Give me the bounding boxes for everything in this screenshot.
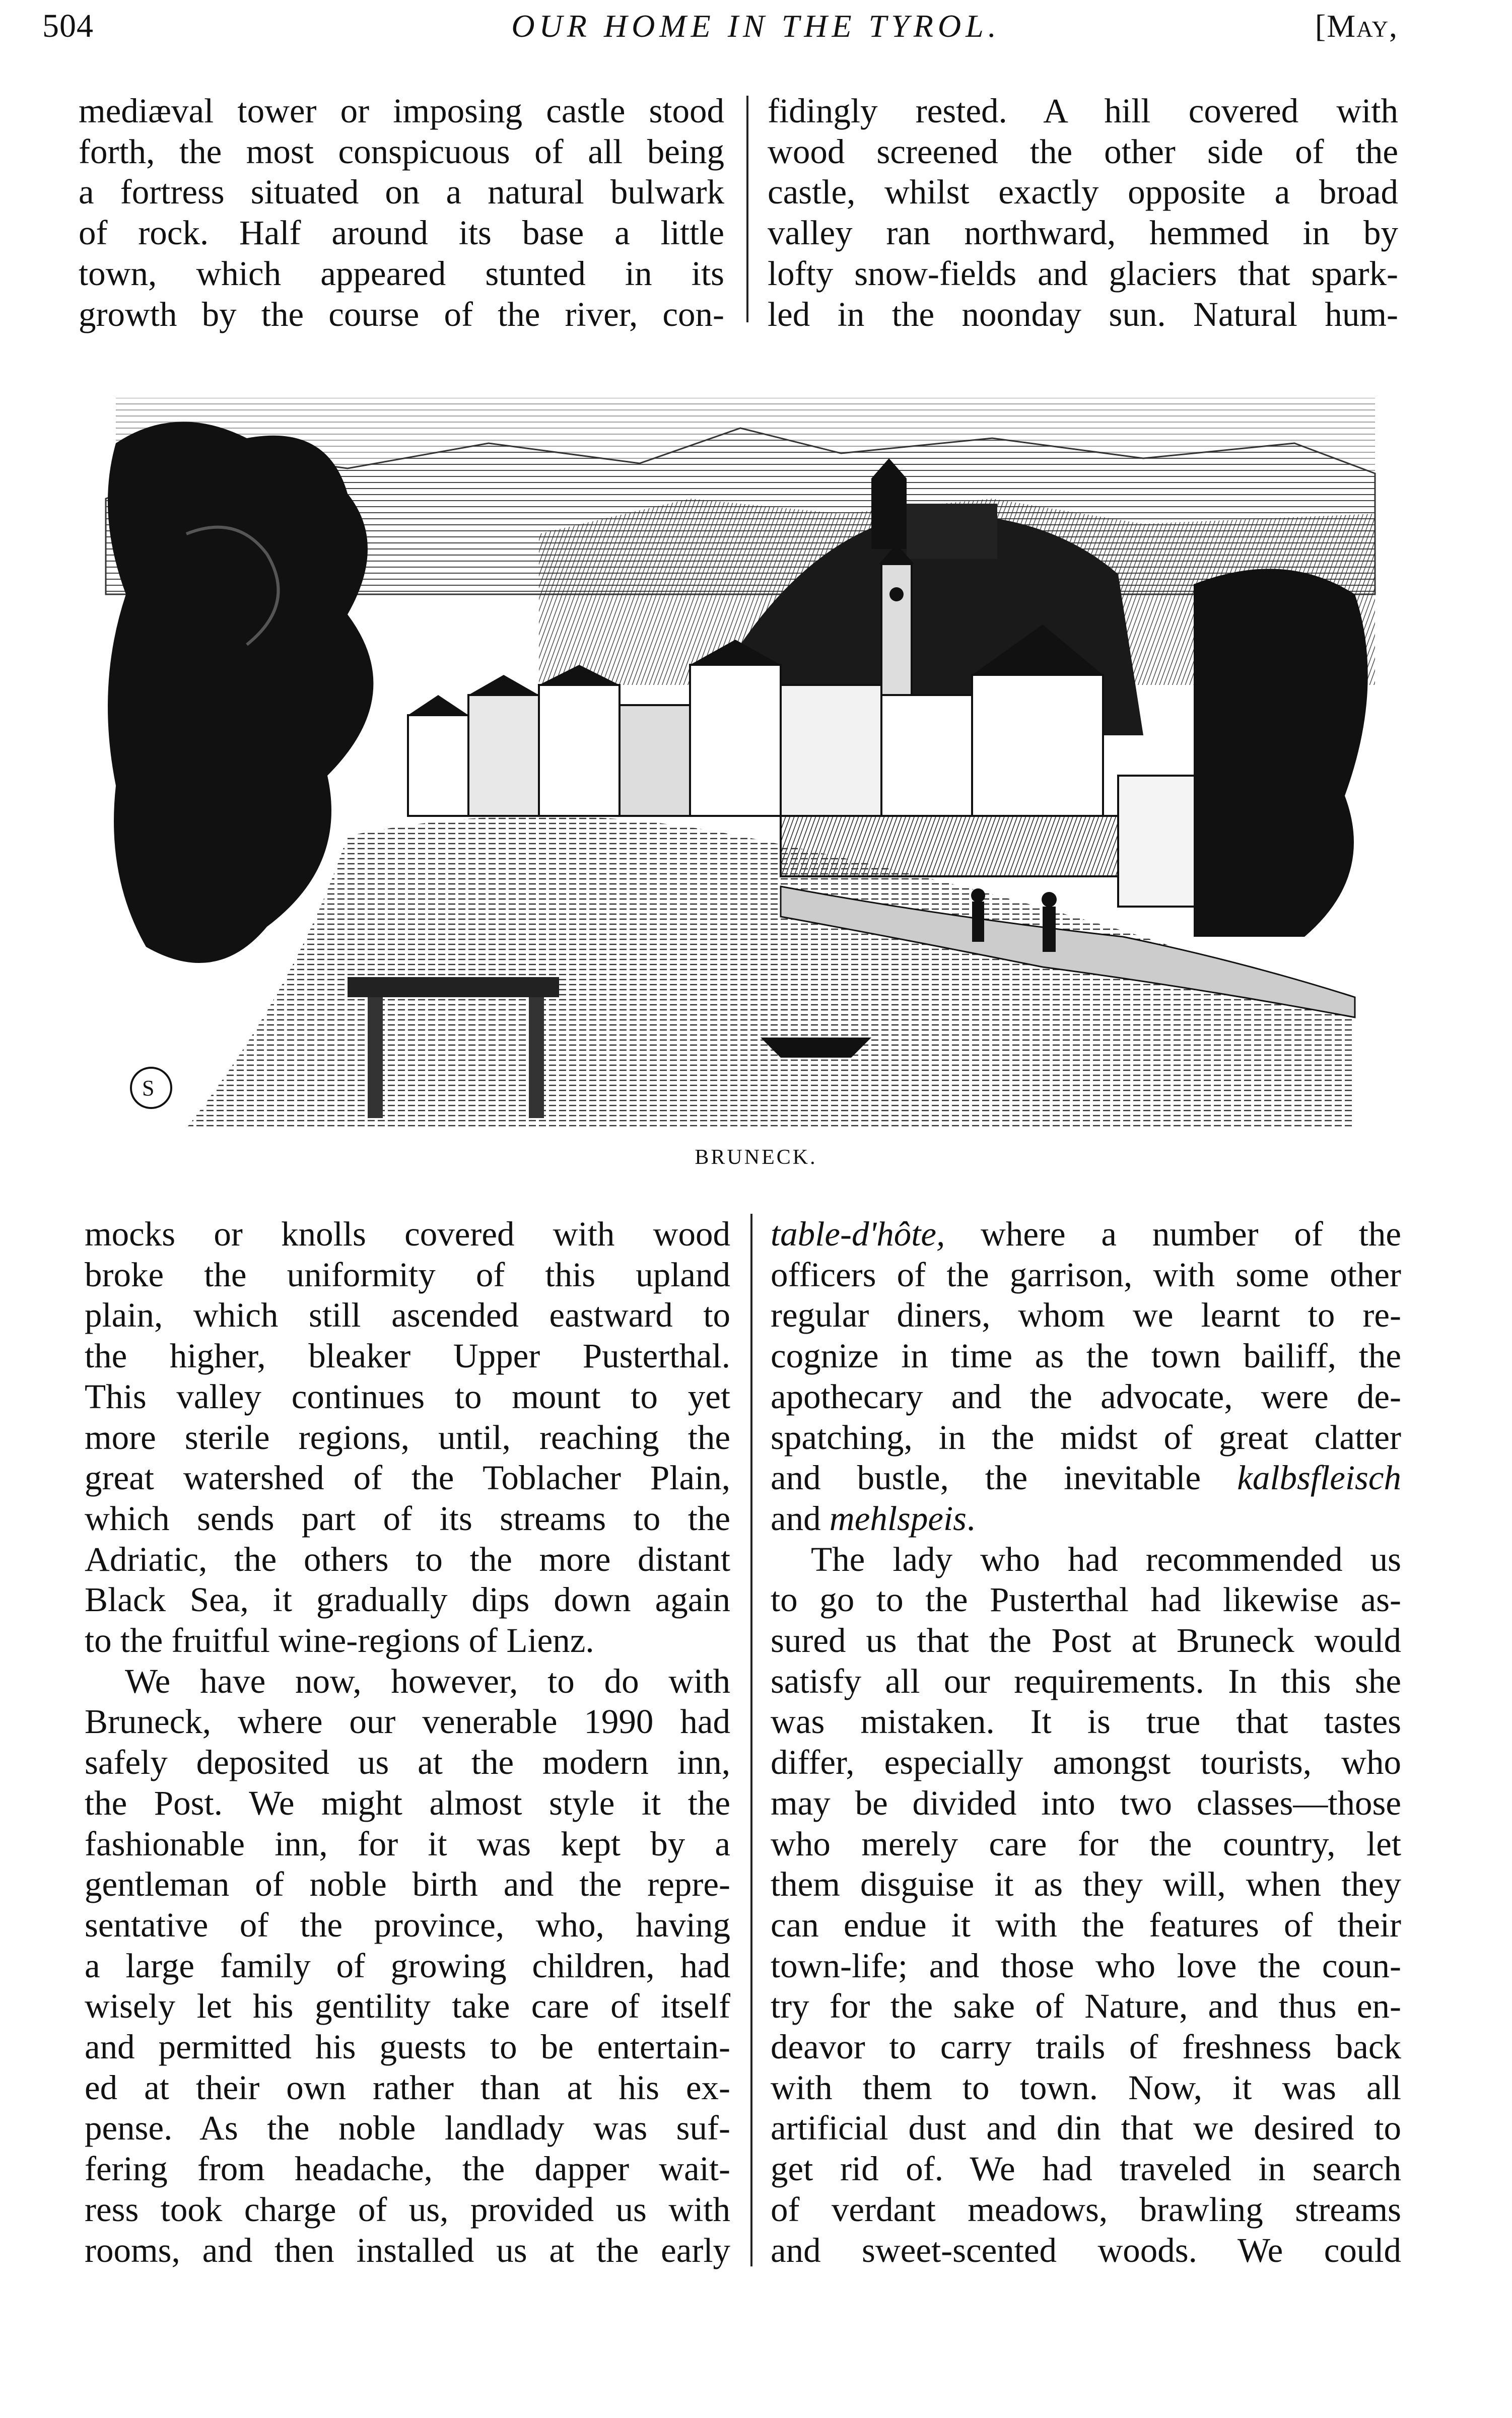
text-line: forth, the most conspicuous of all being	[79, 132, 724, 171]
text-line: broke the uniformity of this upland	[85, 1255, 730, 1294]
text-line: lofty snow-fields and glaciers that spark-	[768, 254, 1398, 293]
text-line: of rock. Half around its base a little	[79, 214, 724, 252]
text-fragment: and bustle, the inevitable	[771, 1459, 1201, 1497]
svg-text:S: S	[142, 1076, 155, 1100]
text-line: to go to the Pusterthal had likewise as-	[771, 1580, 1401, 1619]
text-line: This valley continues to mount to yet	[85, 1377, 730, 1416]
top-right-column	[768, 91, 1398, 334]
text-line: safely deposited us at the modern inn,	[85, 1743, 730, 1782]
text-line: castle, whilst exactly opposite a broad	[768, 173, 1398, 212]
text-line: which sends part of its streams to the	[85, 1499, 730, 1538]
italic-term: kalbsfleisch	[1237, 1459, 1401, 1497]
text-line: mocks or knolls covered with wood	[85, 1215, 730, 1253]
page-number: 504	[42, 8, 94, 44]
text-fragment: and	[771, 1499, 830, 1538]
text-line: fidingly rested. A hill covered with	[768, 92, 1398, 130]
text-line: valley ran northward, hemmed in by	[768, 214, 1398, 252]
text-line: wood screened the other side of the	[768, 132, 1398, 171]
column-rule	[746, 96, 748, 322]
text-line: Bruneck, where our venerable 1990 had	[85, 1702, 730, 1741]
text-line: cognize in time as the town bailiff, the	[771, 1337, 1401, 1375]
text-line: them disguise it as they will, when they	[771, 1865, 1401, 1904]
text-line: town-life; and those who love the coun-	[771, 1946, 1401, 1985]
column-rule	[750, 1214, 752, 2266]
text-line	[771, 1214, 1401, 1255]
text-line: gentleman of noble birth and the repre-	[85, 1865, 730, 1904]
text-line: officers of the garrison, with some other	[771, 1255, 1401, 1294]
text-line: and sweet-scented woods. We could	[771, 2231, 1401, 2269]
text-line: the Post. We might almost style it the	[85, 1783, 730, 1822]
bottom-right-column	[771, 1214, 1401, 2270]
text-fragment: .	[967, 1499, 976, 1538]
text-line: to the fruitful wine-regions of Lienz.	[85, 1621, 594, 1660]
text-line: differ, especially amongst tourists, who	[771, 1743, 1401, 1782]
text-line	[771, 1498, 1401, 1539]
text-line: mediæval tower or imposing castle stood	[79, 92, 724, 130]
text-line: spatching, in the midst of great clatter	[771, 1418, 1401, 1457]
text-line: sured us that the Post at Bruneck would	[771, 1621, 1401, 1660]
bruneck-illustration	[86, 383, 1395, 1138]
top-left-column	[79, 91, 724, 334]
text-line: and permitted his guests to be entertain-	[85, 2028, 730, 2066]
text-line: more sterile regions, until, reaching the	[85, 1418, 730, 1457]
text-line: wisely let his gentility take care of itself	[85, 1987, 730, 2026]
italic-term: mehlspeis	[829, 1499, 967, 1538]
text-line: Black Sea, it gradually dips down again	[85, 1580, 730, 1619]
text-line: pense. As the noble landlady was suf-	[85, 2109, 730, 2148]
text-line: apothecary and the advocate, were de-	[771, 1377, 1401, 1416]
text-line: with them to town. Now, it was all	[771, 2068, 1401, 2107]
text-line: a fortress situated on a natural bulwark	[79, 173, 724, 212]
text-line: the higher, bleaker Upper Pusterthal.	[85, 1337, 730, 1375]
text-line: ress took charge of us, provided us with	[85, 2190, 730, 2229]
text-line: may be divided into two classes—those	[771, 1783, 1401, 1822]
text-line: growth by the course of the river, con-	[79, 295, 724, 333]
text-fragment: where a number of the	[945, 1215, 1401, 1253]
text-line: try for the sake of Nature, and thus en-	[771, 1987, 1401, 2026]
text-line: We have now, however, to do with	[125, 1662, 730, 1700]
text-line: great watershed of the Toblacher Plain,	[85, 1459, 730, 1497]
text-line: town, which appeared stunted in its	[79, 254, 724, 293]
text-line: artificial dust and din that we desired to	[771, 2109, 1401, 2148]
figure-caption: BRUNECK.	[695, 1146, 817, 1169]
text-line: ed at their own rather than at his ex-	[85, 2068, 730, 2107]
text-line: plain, which still ascended eastward to	[85, 1296, 730, 1335]
bottom-left-column	[85, 1214, 730, 2270]
text-line: The lady who had recommended us	[811, 1540, 1401, 1578]
text-line: of verdant meadows, brawling streams	[771, 2190, 1401, 2229]
text-line: led in the noonday sun. Natural hum-	[768, 295, 1398, 333]
text-line: satisfy all our requirements. In this she	[771, 1662, 1401, 1700]
text-line: fashionable inn, for it was kept by a	[85, 1824, 730, 1863]
text-line: fering from headache, the dapper wait-	[85, 2150, 730, 2188]
running-title: OUR HOME IN THE TYROL.	[511, 8, 1001, 44]
text-line: was mistaken. It is true that tastes	[771, 1702, 1401, 1741]
text-line: deavor to carry trails of freshness back	[771, 2028, 1401, 2066]
italic-term: table-d'hôte,	[771, 1215, 945, 1253]
text-line: regular diners, whom we learnt to re-	[771, 1296, 1401, 1335]
text-line	[771, 1458, 1401, 1498]
text-line: a large family of growing children, had	[85, 1946, 730, 1985]
running-month: [May,	[1315, 8, 1398, 44]
text-line: get rid of. We had traveled in search	[771, 2150, 1401, 2188]
text-line: rooms, and then installed us at the early	[85, 2231, 730, 2269]
text-line: can endue it with the features of their	[771, 1905, 1401, 1944]
text-line: who merely care for the country, let	[771, 1824, 1401, 1863]
text-line: Adriatic, the others to the more distant	[85, 1540, 730, 1578]
text-line: sentative of the province, who, having	[85, 1905, 730, 1944]
